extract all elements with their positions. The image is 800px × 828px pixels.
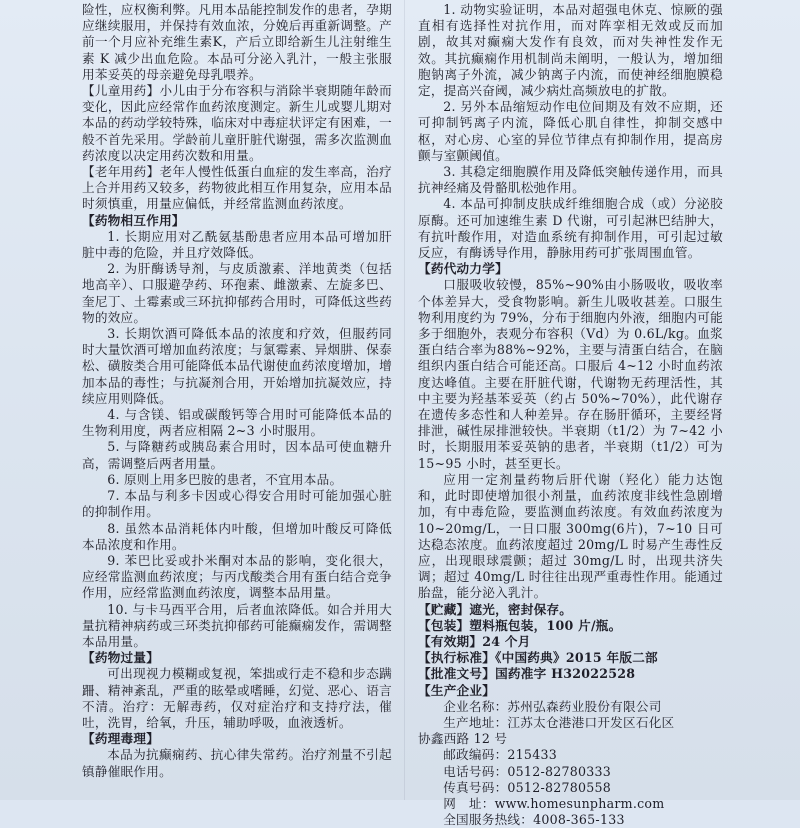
left-section-heading: 【药物相互作用】 [82,212,185,228]
right-company-info-line: 企业名称：苏州弘森药业股份有限公司 [443,698,662,714]
right-company-info-line: 网 址：www.homesunpharm.com [443,795,665,811]
left-paragraph: 2. 为肝酶诱导剂，与皮质激素、洋地黄类（包括地高辛）、口服避孕药、环孢素、雌激素、左旋多巴、奎尼丁、土霉素或三环抗抑郁药合用时，可降低这些药物的效应。 [82,261,392,325]
right-section-heading: 【包装】塑料瓶包装，100 片/瓶。 [418,617,622,633]
left-paragraph: 7. 本品与利多卡因或心得安合用时可能加强心脏的抑制作用。 [82,488,392,520]
left-paragraph: 8. 虽然本品消耗体内叶酸，但增加叶酸反可降低本品浓度和作用。 [82,520,392,552]
right-company-info-line: 全国服务热线：4008-365-133 [443,812,625,828]
right-company-info-line: 邮政编码：215433 [443,747,557,763]
left-paragraph: 可出现视力模糊或复视，笨拙或行走不稳和步态蹒跚、精神紊乱，严重的眩晕或嗜睡，幻觉、恶心、语言不清。治疗：无解毒药，仅对症治疗和支持疗法，催吐，洗胃，给氧，升压，辅助呼吸，血液透析。 [82,666,392,730]
left-paragraph: 10. 与卡马西平合用，后者血浓降低。如合并用大量抗精神病药或三环类抗抑郁药可能癫痫发作，需调整本品用量。 [82,601,392,649]
left-paragraph: 1. 长期应用对乙酰氨基酚患者应用本品可增加肝脏中毒的危险，并且疗效降低。 [82,228,392,261]
right-company-info-line: 传真号码：0512-82780558 [443,779,612,795]
left-paragraph: 3. 长期饮酒可降低本品的浓度和疗效，但服药同时大量饮酒可增加血药浓度；与氯霉素、异烟肼、保泰松、磺胺类合用可能降低本品代谢使血药浓度增加，增加本品的毒性；与抗凝剂合用，开始增加抗凝效应，持续应用则降低。 [82,326,392,406]
left-paragraph: 4. 与含镁、铝或碳酸钙等合用时可能降低本品的生物利用度，两者应相隔 2~3 小时服用。 [82,407,392,439]
right-section-heading: 【批准文号】国药准字 H32022528 [418,666,636,682]
left-paragraph: 6. 原则上用多巴胺的患者，不宜用本品。 [107,471,343,487]
right-section-heading: 【贮藏】遮光，密封保存。 [418,601,573,617]
right-paragraph: 口服吸收较慢，85%~90%由小肠吸收，吸收率个体差异大，受食物影响。新生儿吸收甚差。口服生物利用度约为 79%，分布于细胞内外液，细胞内可能多于细胞外，表观分布容积（Vd）为 0.6L/kg。血浆蛋白结合率为88%~92%，主要与清蛋白结合，在脑组织内蛋白结合可能还高。口服后 4~12 小时血药浓度达峰值。主要在肝脏代谢，代谢物无药理活性，其中主要为羟基苯妥英（约占 50%~70%），此代谢存在遗传多态性和人种差异。存在肠肝循环，主要经肾排泄，碱性尿排泄较快。半衰期（t1/2）为 7~42 小时，长期服用苯妥英钠的患者，半衰期（t1/2）可为 15~95 小时，甚至更长。 [418,277,723,471]
right-paragraph: 3. 其稳定细胞膜作用及降低突触传递作用，而具抗神经痛及骨骼肌松弛作用。 [418,164,723,196]
right-paragraph: 2. 另外本品缩短动作电位间期及有效不应期，还可抑制钙离子内流，降低心肌自律性，抑制交感中枢，对心房、心室的异位节律点有抑制作用，提高房颤与室颤阈值。 [418,99,723,163]
left-paragraph: 本品为抗癫痫药、抗心律失常药。治疗剂量不引起镇静催眠作用。 [82,747,392,779]
right-paragraph: 1. 动物实验证明，本品对超强电休克、惊厥的强直相有选择性对抗作用，而对阵挛相无效或反而加剧，故其对癫痫大发作有良效，而对失神性发作无效。其抗癫痫作用机制尚未阐明，一般认为，增加细胞钠离子外流，减少钠离子内流，而使神经细胞膜稳定，提高兴奋阈，减少病灶高频放电的扩散。 [418,2,723,99]
right-paragraph: 应用一定剂量药物后肝代谢（羟化）能力达饱和，此时即使增加很小剂量，血药浓度非线性急剧增加，有中毒危险，要监测血药浓度。有效血药浓度为 10~20mg/L，一日口服 300mg(6片)，7~10 日可达稳态浓度。血药浓度超过 20mg/L 时易产生毒性反应，出现眼球震颤；超过 30mg/L 时，出现共济失调；超过 40mg/L 时往往出现严重毒性作用。能通过胎盘，能分泌入乳汁。 [418,471,723,601]
right-company-info-line: 电话号码：0512-82780333 [443,763,612,779]
right-column [418,2,723,828]
right-section-heading: 【有效期】24 个月 [418,633,531,649]
right-company-info-line: 协鑫西路 12 号 [418,731,508,747]
left-paragraph: 【老年用药】老年人慢性低蛋白血症的发生率高，治疗上合并用药又较多，药物彼此相互作用复杂，应用本品时须慎重，用量应偏低，并经常监测血药浓度。 [82,164,392,212]
left-section-heading: 【药理毒理】 [82,731,160,747]
left-column [82,2,392,780]
left-paragraph: 【儿童用药】小儿由于分布容积与消除半衰期随年龄而变化，因此应经常作血药浓度测定。新生儿或婴儿期对本品的药动学较特殊，临床对中毒症状评定有困难，一般不首先采用。学龄前儿童肝脏代谢强，需多次监测血药浓度以决定用药次数和用量。 [82,83,392,163]
right-paragraph: 4. 本品可抑制皮肤成纤维细胞合成（或）分泌胶原酶。还可加速维生素 D 代谢，可引起淋巴结肿大，有抗叶酸作用，对造血系统有抑制作用，可引起过敏反应，有酶诱导作用，静脉用药可扩张周围血管。 [418,196,723,261]
left-paragraph: 5. 与降糖药或胰岛素合用时，因本品可使血糖升高，需调整后两者用量。 [82,439,392,471]
right-company-info-line: 生产地址：江苏太仓港港口开发区石化区 [443,714,675,730]
right-section-heading: 【生产企业】 [418,682,496,698]
left-paragraph: 9. 苯巴比妥或扑米酮对本品的影响，变化很大，应经常监测血药浓度；与丙戊酸类合用有蛋白结合竞争作用，应经常监测血药浓度，调整本品用量。 [82,552,392,601]
left-section-heading: 【药物过量】 [82,650,160,666]
right-section-heading: 【执行标准】《中国药典》2015 年版二部 [418,650,658,666]
left-paragraph: 险性，应权衡利弊。凡用本品能控制发作的患者，孕期应继续服用，并保持有效血浓，分娩后再重新调整。产前一个月应补充维生素K，产后立即给新生儿注射维生素 K 减少出血危险。本品可分泌入乳汁，一般主张服用苯妥英的母亲避免母乳喂养。 [82,2,392,82]
column-gutter [404,0,405,800]
right-section-heading: 【药代动力学】 [418,261,508,277]
